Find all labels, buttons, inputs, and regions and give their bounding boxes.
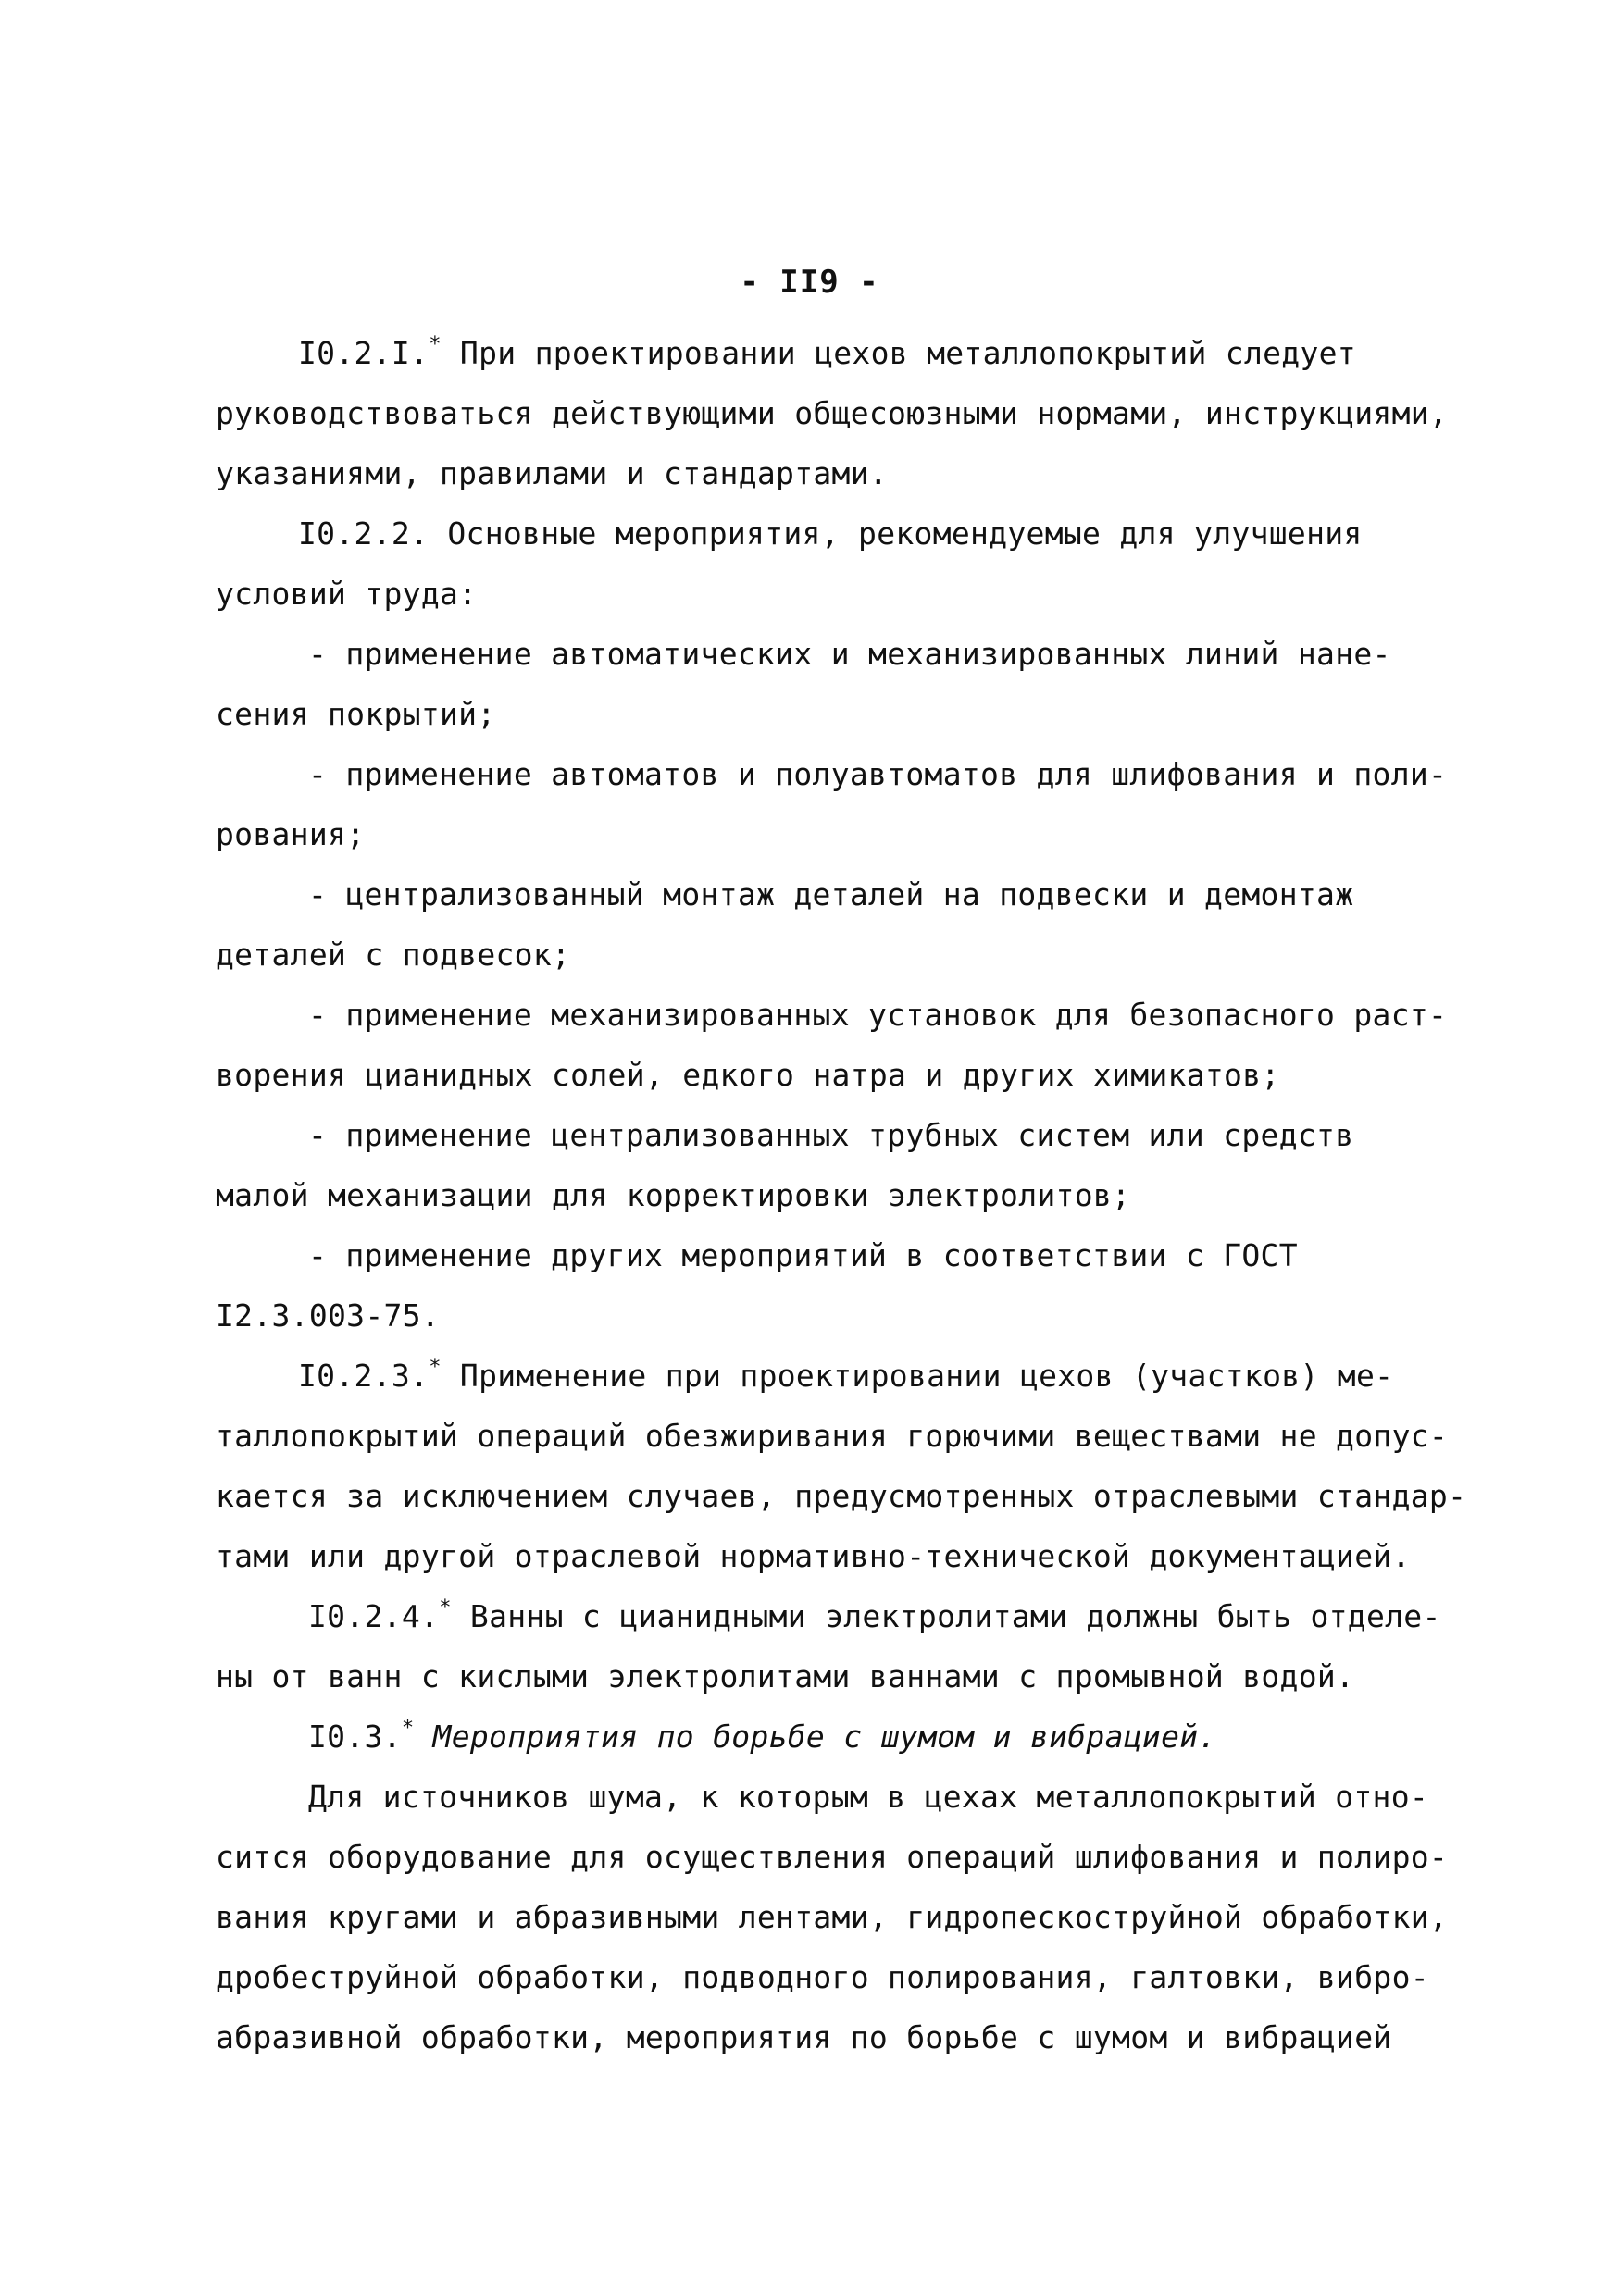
clause-number: I0.2.2. bbox=[298, 515, 430, 552]
asterisk-mark: * bbox=[429, 333, 442, 356]
list-item-4-line-2: ворения цианидных солей, едкого натра и других химикатов; bbox=[216, 1057, 1280, 1093]
list-item-2-line-1: - применение автоматов и полуавтоматов для шлифования и поли- bbox=[308, 756, 1448, 792]
asterisk-mark: * bbox=[401, 1717, 415, 1740]
section-title: Мероприятия по борьбе с шумом и вибрацией. bbox=[414, 1719, 1217, 1755]
paragraph-10-3-line-2: сится оборудование для осуществления операций шлифования и полиро- bbox=[216, 1839, 1449, 1875]
paragraph-10-2-1-line-2: руководствоваться действующими общесоюзными нормами, инструкциями, bbox=[216, 395, 1449, 431]
paragraph-10-3-line-1: Для источников шума, к которым в цехах металлопокрытий отно- bbox=[308, 1779, 1429, 1815]
paragraph-10-2-3-line-2: таллопокрытий операций обезжиривания горючими веществами не допус- bbox=[216, 1418, 1449, 1454]
paragraph-10-2-1-line-1 bbox=[298, 335, 1356, 372]
list-item-6-line-1: - применение других мероприятий в соответствии с ГОСТ bbox=[308, 1237, 1298, 1273]
paragraph-10-2-4-line-1 bbox=[308, 1598, 1441, 1635]
list-item-3-line-1: - централизованный монтаж деталей на подвески и демонтаж bbox=[308, 876, 1354, 912]
clause-text: Ванны с цианидными электролитами должны быть отделе- bbox=[451, 1598, 1441, 1634]
list-item-1-line-2: сения покрытий; bbox=[216, 696, 496, 732]
list-item-1-line-1: - применение автоматических и механизированных линий нане- bbox=[308, 636, 1391, 672]
paragraph-10-2-2-line-1 bbox=[298, 515, 1363, 552]
list-item-5-line-1: - применение централизованных трубных систем или средств bbox=[308, 1117, 1354, 1153]
clause-number: I0.2.I. bbox=[298, 335, 430, 371]
clause-text: Основные мероприятия, рекомендуемые для улучшения bbox=[429, 515, 1363, 552]
paragraph-10-3-line-3: вания кругами и абразивными лентами, гидропескоструйной обработки, bbox=[216, 1899, 1449, 1935]
paragraph-10-2-4-line-2: ны от ванн с кислыми электролитами ваннами с промывной водой. bbox=[216, 1658, 1355, 1694]
clause-number: I0.2.4. bbox=[308, 1598, 440, 1634]
page-number: - II9 - bbox=[740, 264, 879, 301]
paragraph-10-3-line-5: абразивной обработки, мероприятия по борьбе с шумом и вибрацией bbox=[216, 2019, 1392, 2055]
paragraph-10-2-1-line-3: указаниями, правилами и стандартами. bbox=[216, 455, 889, 491]
asterisk-mark: * bbox=[429, 1356, 442, 1379]
list-item-2-line-2: рования; bbox=[216, 816, 366, 852]
asterisk-mark: * bbox=[439, 1596, 452, 1620]
section-10-3-heading bbox=[308, 1719, 1217, 1756]
section-number: I0.3. bbox=[308, 1719, 402, 1755]
paragraph-10-2-3-line-4: тами или другой отраслевой нормативно-технической документацией. bbox=[216, 1538, 1411, 1574]
list-item-6-line-2: I2.3.003-75. bbox=[216, 1297, 441, 1334]
clause-text: Применение при проектировании цехов (участков) ме- bbox=[441, 1358, 1394, 1394]
list-item-5-line-2: малой механизации для корректировки электролитов; bbox=[216, 1177, 1131, 1213]
paragraph-10-2-2-line-2: условий труда: bbox=[216, 576, 478, 612]
clause-number: I0.2.3. bbox=[298, 1358, 430, 1394]
paragraph-10-2-3-line-1 bbox=[298, 1358, 1393, 1395]
list-item-3-line-2: деталей с подвесок; bbox=[216, 937, 571, 973]
paragraph-10-3-line-4: дробеструйной обработки, подводного полирования, галтовки, вибро- bbox=[216, 1959, 1429, 1995]
paragraph-10-2-3-line-3: кается за исключением случаев, предусмотренных отраслевыми стандар- bbox=[216, 1478, 1467, 1514]
list-item-4-line-1: - применение механизированных установок для безопасного раст- bbox=[308, 997, 1448, 1033]
clause-text: При проектировании цехов металлопокрытий следует bbox=[441, 335, 1356, 371]
